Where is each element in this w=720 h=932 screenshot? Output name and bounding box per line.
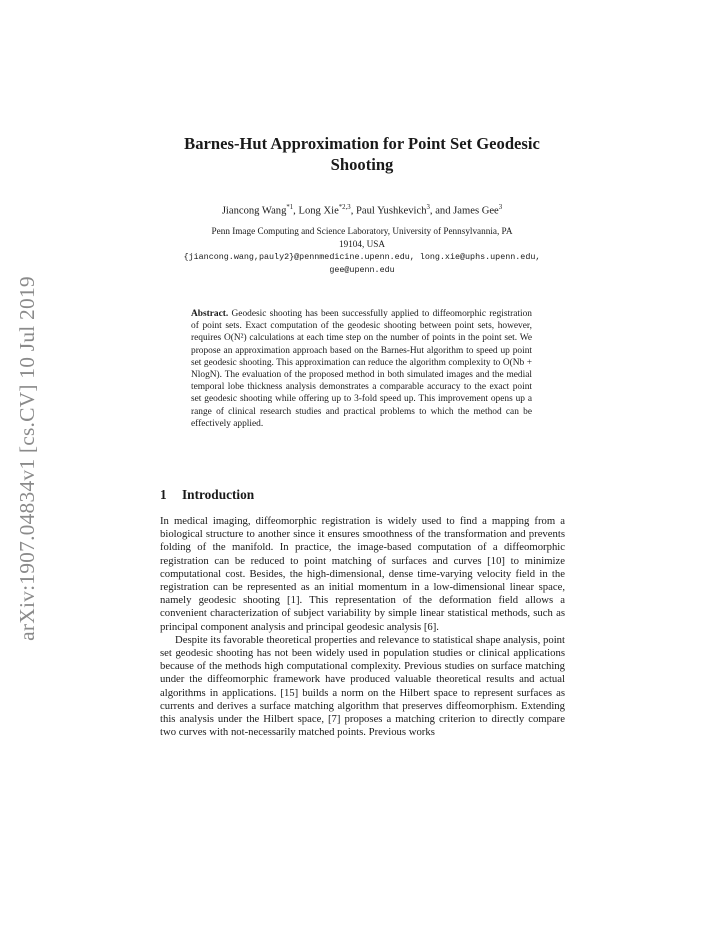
section-body	[160, 515, 565, 739]
author-name: Paul Yushkevich	[355, 205, 427, 217]
author-affiliation-mark: *2,3	[338, 204, 351, 211]
email-block	[150, 251, 574, 276]
affiliation-line: Penn Image Computing and Science Laboratory, University of Pennsylvannia, PA	[211, 226, 513, 236]
author-name: James Gee	[453, 205, 499, 217]
email-line: {jiancong.wang,pauly2}@pennmedicine.upenn.edu, long.xie@uphs.upenn.edu,	[183, 252, 541, 262]
author-affiliation-mark: 3	[498, 204, 503, 211]
section-heading	[160, 487, 254, 503]
email-line: gee@upenn.edu	[329, 264, 395, 275]
section-title: Introduction	[182, 487, 255, 502]
body-paragraph: In medical imaging, diffeomorphic registration is widely used to find a mapping from a biological structure to another since it ensures smoothness of the transformation and prevents folding of the manifold. In practice, the image-based computation of a diffeomorphic registration can be reduced to point matching of surfaces and curves [10] to minimize computational cost. Besides, the high-dimensional, dense time-varying velocity field in the registration can be represented as an initial momentum in a low-dimensional linear space, namely geodesic shooting [1]. This representation of the deformation field allows a convenient characterization of subject variability by simple linear statistical methods, such as principal component analysis and principal geodesic analysis [6].	[160, 515, 565, 633]
author-list: Jiancong Wang$^{*1}$, Long Xie$^{*2,3}$, Paul Yushkevich$^3$, and James Gee$^3$	[221, 204, 503, 217]
affiliation-block	[150, 225, 574, 250]
abstract-text: Geodesic shooting has been successfully applied to diffeomorphic registration of point sets. Exact computation of the geodesic shooting between point sets, however, requires O(N²) calculations at each time step on the number of points in the point set. We propose an approximation approach based on the Barnes-Hut algorithm to speed up point set geodesic shooting. This approximation can reduce the algorithm complexity to O(Nb + NlogN). The evaluation of the proposed method in both simulated images and the medial temporal lobe thickness analysis demonstrates a comparable accuracy to the exact point set geodesic shooting while offering up to 3-fold speed up. This improvement opens up a range of clinical research studies and practical problems to which the method can be effectively applied.	[191, 309, 532, 429]
section-number: 1	[160, 487, 167, 502]
abstract-block	[191, 308, 532, 430]
body-paragraph: Despite its favorable theoretical properties and relevance to statistical shape analysis, point set geodesic shooting has not been widely used in population studies or clinical applications because of the methods high computational complexity. Previous studies on surface matching under the diffeomorphic framework have produced valuable theoretical results and actual algorithms in applications. [15] builds a norm on the Hilbert space to represent surfaces as currents and derives a surface matching algorithm that preserves diffeomorphism. Extending this analysis under the Hilbert space, [7] proposes a matching criterion to directly compare two curves with not-necessarily matched points. Previous works	[160, 633, 565, 739]
abstract-paragraph	[191, 308, 532, 430]
arxiv-identifier-stamp	[12, 258, 42, 658]
paper-title: Barnes-Hut Approximation for Point Set Geodesic Shooting	[184, 134, 540, 174]
author-affiliation-mark: *1	[286, 204, 294, 211]
author-name: Jiancong Wang	[221, 205, 287, 217]
author-affiliation-mark: 3	[426, 204, 430, 211]
abstract-heading: Abstract.	[191, 309, 229, 319]
affiliation-line: 19104, USA	[339, 238, 385, 249]
arxiv-id-text: arXiv:1907.04834v1 [cs.CV] 10 Jul 2019	[14, 275, 39, 641]
author-name: Long Xie	[298, 205, 339, 217]
